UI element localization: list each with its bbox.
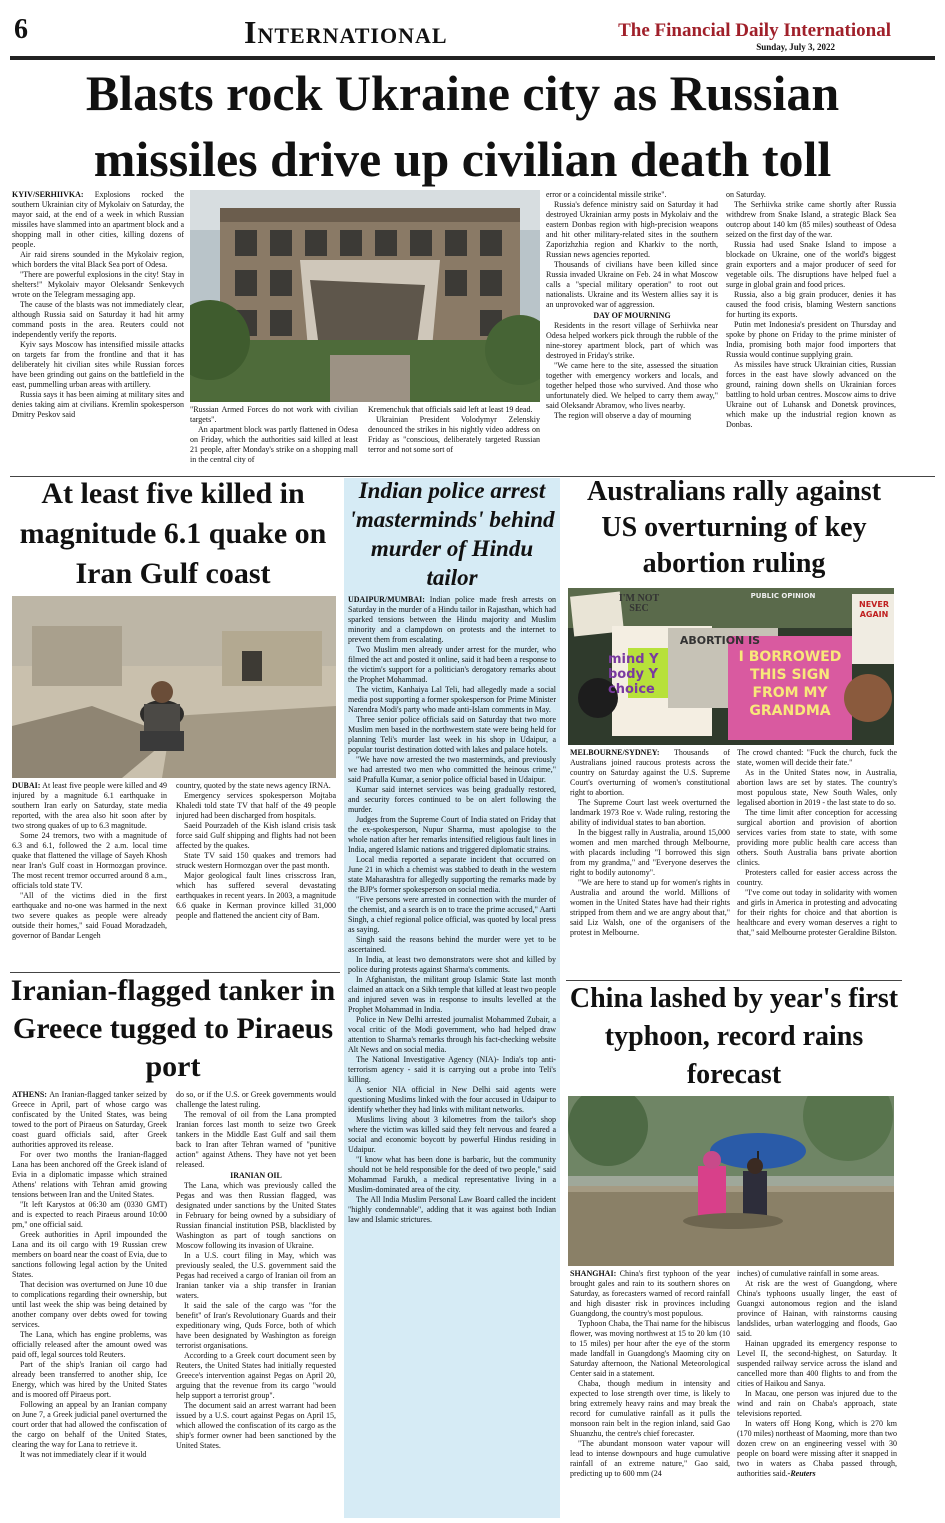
tanker-para: The Lana, which was previously called the Pegas and was then Russian flagged, was designated under sanctions by the United States in February for being owned by a subsidiary of Russian financial institution PSB, blacklisted by Washington as part of tough sanctions on Moscow following its invasion of Ukraine. <box>176 1181 336 1250</box>
tanker-para: It said the sale of the cargo was "for the benefit" of Iran's Revolutionary Guards and their expeditionary wing, Quds Force, both of which have been designated by Washington as foreign terrorist organisations. <box>176 1301 336 1350</box>
quake-para: Emergency services spokesperson Mojtaba Khaledi told state TV that half of the 49 people injured had been discharged from hospitals. <box>176 791 336 820</box>
tanker-para: The document said an arrest warrant had been issued by a U.S. court against Pegas on April 15, which allowed the confiscation of its cargo as the ship's former owner had been sanctioned by the United States. <box>176 1401 336 1450</box>
lead-column-1 <box>12 190 184 473</box>
india-para: Police in New Delhi arrested journalist Mohammed Zubair, a vocal critic of the Modi government, who had helped draw attention to Sharma's remarks through his fact-checking website Alt News and on social media. <box>348 1015 556 1054</box>
india-para: The National Investigative Agency (NIA)- India's top anti-terrorism agency - said it is carrying out a probe into Teli's killing. <box>348 1055 556 1084</box>
typhoon-flood-photo <box>568 1096 894 1266</box>
india-para: In India, at least two demonstrators were shot and killed by police during protests against Sharma's comments. <box>348 955 556 974</box>
tanker-para: The removal of oil from the Lana prompted Iranian forces last month to seize two Greek tankers in the Middle East Gulf and sail them back to Iran after Tehran warned of "punitive action" against Athens. They have not yet been released. <box>176 1110 336 1169</box>
tanker-para: It was not immediately clear if it would <box>20 1450 147 1459</box>
india-para: The victim, Kanhaiya Lal Teli, had allegedly made a social media post supporting a former spokesperson for Prime Minister Narendra Modi's party who made anti-Islam comments in May. <box>348 685 556 714</box>
australia-column-1 <box>570 748 730 976</box>
quake-para: State TV said 150 quakes and tremors had struck western Hormozgan over the past month. <box>176 851 336 870</box>
lead-para: Thousands of civilians have been killed since Russia invaded Ukraine on Feb. 24 in what Moscow calls a "special military operation" to root out nationalists. Ukraine and its Western allies say it is an unprovoked war of aggression. <box>546 260 718 309</box>
lead-para: As missiles have struck Ukrainian cities, Russian forces in the east have slowly advanced on the ground, raining down shells on Ukrainian forces battling to hold urban centres. Moscow aims to drive Ukraine out of Luhansk and Donetsk provinces, which make up the industrial region known as Donbas. <box>726 360 896 429</box>
quake-para: Some 24 tremors, two with a magnitude of 6.3 and 6.1, followed the 2 a.m. local time quake that flattened the village of Sayeh Khosh near Iran's Gulf coast in Hormozgan province. The most recent tremor occurred around 8 a.m., officials told state TV. <box>12 831 167 890</box>
india-para: Local media reported a separate incident that occurred on June 21 in which a chemist was stabbed to death in the western state Maharashtra for allegedly supporting the remarks made by the BJP's former spokesperson on social media. <box>348 855 556 894</box>
ukraine-apartment-photo <box>190 190 540 402</box>
india-para: "We have now arrested the two masterminds, and previously we had arrested two men who committed the heinous crime," said Prafulla Kumar, a senior police official based in Udaipur. <box>348 755 556 784</box>
india-para: "Five persons were arrested in connection with the murder of the chemist, and a search is on to trace the prime accused," Aarti Singh, a chief regional police official, was quoted by local press as saying. <box>348 895 556 934</box>
page-number: 6 <box>14 14 28 45</box>
australia-para: The time limit after conception for accessing surgical abortion and provision of abortion services varies from state to state, with some providing more public health care access than others. South Australia bans private abortion clinics. <box>737 808 897 867</box>
china-column-1 <box>570 1269 730 1518</box>
lead-para: "We came here to the site, assessed the situation together with emergency workers and locals, and together helped those who survived. And those who unfortunately died. We helped to carry them away," said Oleksandr Abramov, who lives nearby. <box>546 361 718 410</box>
lead-para: Kyiv says Moscow has intensified missile attacks on targets far from the frontline and that it has deliberately hit civilian sites while Russian forces have been grinding out gains on the battlefield in the east, pummelling urban areas with artillery. <box>12 340 184 389</box>
lead-para: The region will observe a day of mourning <box>554 411 692 420</box>
lead-headline: Blasts rock Ukraine city as Russian missiles drive up civilian death toll <box>85 65 840 187</box>
china-para: inches) of cumulative rainfall in some areas. <box>737 1269 879 1278</box>
tanker-para: An Iranian-flagged tanker seized by Greece in April, part of whose cargo was confiscated by the United States, was being towed to the port of Piraeus on Saturday, Greek coast guard officials said, after Greek authorities approved its release. <box>12 1090 167 1149</box>
india-para: Muslims living about 3 kilometres from the tailor's shop where the victim was killed said they felt nervous and feared a social and economic boycott by powerful Hindus residing in Udaipur. <box>348 1115 556 1154</box>
australia-para: "We are here to stand up for women's rights in Australia and around the world. Millions of women in the United States have had their rights stripped from them and we are angry about that," said Liz Walsh, one of the organisers of the protest in Melbourne. <box>570 878 730 937</box>
india-para: Indian police made fresh arrests on Saturday in the murder of a Hindu tailor in Rajasthan, which had sparked tensions between the Hindu majority and Muslim minority and a clampdown on protests and the internet to prevent them from escalating. <box>348 595 556 644</box>
india-para: The All India Muslim Personal Law Board called the incident "highly condemnable", adding that it was against both Indian law and Islamic strictures. <box>348 1195 556 1224</box>
sign-text: ABORTION IS <box>679 634 761 647</box>
quake-para: "All of the victims died in the first earthquake and no-one was harmed in the next two severe quakes as people were already outside their homes," said Fouad Moradzadeh, governor of Bandar Lengeh <box>12 891 167 940</box>
australia-dateline: MELBOURNE/SYDNEY: <box>570 748 660 757</box>
india-para: "I know what has been done is barbaric, but the community should not be held responsible for the deed of two people," said Mohammad Farukh, a medical representative living in a Muslim-dominated area of the city. <box>348 1155 556 1194</box>
quake-column-2 <box>176 781 336 971</box>
sign-text: NEVER AGAIN <box>859 600 889 619</box>
india-column <box>348 595 556 1517</box>
india-dateline: UDAIPUR/MUMBAI: <box>348 595 425 604</box>
australia-para: The crowd chanted: "Fuck the church, fuck the state, women will decide their fate." <box>737 748 897 767</box>
quake-photo <box>12 596 336 778</box>
abortion-rally-photo <box>568 588 894 745</box>
china-column-2 <box>737 1269 897 1518</box>
tanker-para: Part of the ship's Iranian oil cargo had already been transferred to another ship, Ice Energy, which was hired by the United States and is moored off Piraeus port. <box>12 1360 167 1399</box>
lead-para: Air raid sirens sounded in the Mykolaiv region, which borders the vital Black Sea port of Odesa. <box>12 250 184 269</box>
australia-column-2 <box>737 748 897 976</box>
lead-dateline: KYIV/SERHIIVKA: <box>12 190 84 199</box>
lead-para: Kremenchuk that officials said left at least 19 dead. <box>368 405 533 414</box>
tanker-para: Greek authorities in April impounded the Lana and its oil cargo with 19 Russian crew members on board near the coast of Evia, due to sanctions following legal action by the United States. <box>12 1230 167 1279</box>
india-headline: Indian police arrest 'masterminds' behind murder of Hindu tailor <box>349 478 555 590</box>
tanker-para: That decision was overturned on June 10 due to complications regarding their ownership, but until last week the ship was being detained by another company over debts owed for towing services. <box>12 1280 167 1329</box>
lead-para: "Russian Armed Forces do not work with civilian targets". <box>190 405 358 424</box>
lead-para: The cause of the blasts was not immediately clear, although Russia said on Saturday it had hit army command posts in the area. Reuters could not independently verify the reports. <box>12 300 184 339</box>
wire-credit: -Reuters <box>787 1469 816 1478</box>
tanker-dateline: ATHENS: <box>12 1090 47 1099</box>
lead-column-5 <box>726 190 896 473</box>
australia-para: In the biggest rally in Australia, around 15,000 women and men marched through Melbourne, with placards including "I borrowed this sign from my grandma," and "Everyone deserves the right to bodily autonomy". <box>570 828 730 877</box>
lead-para: An apartment block was partly flattened in Odesa on Friday, which the authorities said killed at least 21 people, after Monday's strike on a shopping mall in the central city of <box>190 425 358 464</box>
china-headline: China lashed by year's first typhoon, record rains forecast <box>569 983 899 1090</box>
china-para: China's first typhoon of the year brought gales and rain to its southern shores on Saturday, as forecasters warned of record rainfall and high disaster risk in provinces including Guangdong, the country's most populous. <box>570 1269 730 1318</box>
china-para: Hainan upgraded its emergency response to Level II, the second-highest, on Saturday. It suspended railway service across the island and cancelled more than 400 flights to and from the cities of Haikou and Sanya. <box>737 1339 897 1388</box>
china-para: Chaba, though medium in intensity and expected to lose strength over time, is likely to bring extremely heavy rains and may break the record for cumulative rainfall as it pulls the monsoon rain belt in the region inland, said Gao Shuanzhu, the centre's chief forecaster. <box>570 1379 730 1438</box>
india-para: Judges from the Supreme Court of India stated on Friday that the ex-spokesperson, Nupur Sharma, must apologise to the whole nation after her remarks intensified religious fault lines in India, angered Islamic nations and triggered diplomatic strains. <box>348 815 556 854</box>
quake-para: At least five people were killed and 49 injured by a magnitude 6.1 earthquake in southern Iran early on Saturday, state media reported, with the area also hit soon after by two strong quakes of up to 6.3 magnitude. <box>12 781 167 830</box>
tanker-column-2 <box>176 1090 336 1518</box>
tanker-headline: Iranian-flagged tanker in Greece tugged to Piraeus port <box>10 974 336 1083</box>
tanker-para: Following an appeal by an Iranian company on June 7, a Greek judicial panel overturned the court order that had allowed the confiscation of the cargo on behalf of the United States, clearing the way for Lana to retrieve it. <box>12 1400 167 1449</box>
australia-headline: Australians rally against US overturning of key abortion ruling <box>586 476 882 579</box>
lead-para: Russia's defence ministry said on Saturday it had destroyed Ukrainian army posts in Mykolaiv and the eastern Donbas region with high-precision weapons and hit other military-related sites in the southern Zaporizhzhia region and Kharkiv to the north, Russian news agencies reported. <box>546 200 718 259</box>
india-para: In Afghanistan, the militant group Islamic State last month claimed an attack on a Sikh temple that killed at least two people and injured seven was in response to insults levelled at the Prophet Mohammad in India. <box>348 975 556 1014</box>
lead-para: Russia says it has been aiming at military sites and denies taking aim at civilians. Kremlin spokesperson Dmitry Peskov said <box>12 390 184 419</box>
australia-para: Protesters called for easier access across the country. <box>737 868 897 887</box>
china-para: In Macau, one person was injured due to the wind and rain on Chaba's approach, state televisions reported. <box>737 1389 897 1418</box>
india-para: Three senior police officials said on Saturday that two more Muslim men based in the northwestern state were being held for planning Teli's murder last week in his shop in Udaipur, a popular tourist destination dotted with lakes and palace hotels. <box>348 715 556 754</box>
sign-text: mind Y body Y choice <box>608 652 659 697</box>
australia-para: As in the United States now, in Australia, abortion laws are set by states. The country's most populous state, New South Wales, only legalised abortion in 2019 - the last state to do so. <box>737 768 897 807</box>
tanker-para: The Lana, which has engine problems, was officially released after the amount owed was paid off, legal sources told Reuters. <box>12 1330 167 1359</box>
quake-dateline: DUBAI: <box>12 781 41 790</box>
lead-para: Putin met Indonesia's president on Thursday and spoke by phone on Friday to the prime minister of India, promising both major food importers that Russia would continue supplying grain. <box>726 320 896 359</box>
lead-para: error or a coincidental missile strike". <box>546 190 667 199</box>
india-para: Two Muslim men already under arrest for the murder, who filmed the act and posted it online, said it had been a response to the victim's support for a politician's derogatory remarks about the Prophet Mohammad. <box>348 645 556 684</box>
china-para: At risk are the west of Guangdong, where China's typhoons usually linger, the east of Guangxi autonomous region and the island province of Hainan, with rainstorms causing landslides, urban waterlogging and floods, Gao said. <box>737 1279 897 1338</box>
tanker-para: According to a Greek court document seen by Reuters, the United States had initially requested Greece's intervention against Pegas on April 20, arguing that the revenue from its cargo "would help support a terrorist group". <box>176 1351 336 1400</box>
quake-headline: At least five killed in magnitude 6.1 quake on Iran Gulf coast <box>19 477 327 590</box>
masthead: The Financial Daily International <box>618 20 891 41</box>
india-para: Singh said the reasons behind the murder were yet to be ascertained. <box>348 935 556 954</box>
lead-para: Russia had used Snake Island to impose a blockade on Ukraine, one of the world's biggest grain exporters and a major producer of seed for vegetable oils. The disruptions have helped fuel a surge in global grain and food prices. <box>726 240 896 289</box>
tanker-para: In a U.S. court filing in May, which was previously sealed, the U.S. government said the Pegas had received a cargo of Iranian oil from an Iranian tanker via a ship transfer in Iranian waters. <box>176 1251 336 1300</box>
australia-para: Thousands of Australians joined raucous protests across the country on Saturday against the U.S. Supreme Court's overturning of women's constitutional right to abortion. <box>570 748 730 797</box>
australia-para: The Supreme Court last week overturned the landmark 1973 Roe v. Wade ruling, restoring the ability of individual states to ban abortion. <box>570 798 730 827</box>
tanker-para: "It left Karystos at 06:30 am (0330 GMT) and is expected to reach Piraeus around 10:00 pm," one official said. <box>12 1200 167 1229</box>
china-para: Typhoon Chaba, the Thai name for the hibiscus flower, was moving northwest at 15 to 20 km (10 to 15 miles) per hour after the eye of the storm made landfall in Guangdong's Maoming city on Saturday afternoon, the National Meteorological Center said in a statement. <box>570 1319 730 1378</box>
lead-column-2 <box>190 405 358 473</box>
lead-para: Explosions rocked the southern Ukrainian city of Mykolaiv on Saturday, the mayor said, at the end of a week in which Russian missiles have slammed into an apartment block and a shopping mall in other cities, killing dozens of people. <box>12 190 184 249</box>
quake-para: Saeid Pourzadeh of the Kish island crisis task force said Gulf shipping and flights had not been affected by the quakes. <box>176 821 336 850</box>
quake-column-1 <box>12 781 167 971</box>
lead-para: Russia, also a big grain producer, denies it has caused the food crisis, blaming Western sanctions for hurting its exports. <box>726 290 896 319</box>
india-para: Kumar said internet services was being gradually restored, and security forces continued to be on alert following the murder. <box>348 785 556 814</box>
tanker-para: do so, or if the U.S. or Greek governments would challenge the latest ruling. <box>176 1090 336 1109</box>
china-dateline: SHANGHAI: <box>570 1269 617 1278</box>
section-title: International <box>244 14 448 50</box>
lead-column-4 <box>546 190 718 473</box>
sign-text: I'M NOT SEC <box>618 593 660 614</box>
sign-text: I BORROWED THIS SIGN FROM MY GRANDMA <box>738 649 842 719</box>
india-para: A senior NIA official in New Delhi said agents were questioning Muslims linked with the four accused in Udaipur to identify whether they had links with militant networks. <box>348 1085 556 1114</box>
china-para: In waters off Hong Kong, which is 270 km (170 miles) northeast of Maoming, more than two dozen crew on an engineering vessel with 30 people on board were missing after it snapped in two in waters as Chaba passed through, authorities said. <box>737 1419 897 1478</box>
lead-para: Ukrainian President Volodymyr Zelenskiy denounced the strikes in his nightly video address on Friday as "conscious, deliberately targeted Russian terror and not some sort of <box>368 415 540 454</box>
tanker-column-1 <box>12 1090 167 1518</box>
sign-text: PUBLIC OPINION <box>750 592 816 600</box>
issue-date: Sunday, July 3, 2022 <box>756 42 835 52</box>
lead-para: "There are powerful explosions in the city! Stay in shelters!" Mykolaiv mayor Oleksandr Senkevych wrote on the Telegram messaging app. <box>12 270 184 299</box>
lead-para: The Serhiivka strike came shortly after Russia withdrew from Snake Island, a strategic Black Sea outcrop about 140 km (85 miles) southeast of Odesa seized on the first day of the war. <box>726 200 896 239</box>
lead-para: on Saturday. <box>726 190 766 199</box>
china-para: "The abundant monsoon water vapour will lead to intense downpours and huge cumulative rainfall of an extreme nature," Gao said, predicting up to 600 mm (24 <box>570 1439 730 1478</box>
quake-para: Major geological fault lines crisscross Iran, which has suffered several devastating earthquakes in recent years. In 2003, a magnitude 6.6 quake in Kerman province killed 31,000 people and flattened the ancient city of Bam. <box>176 871 336 920</box>
tanker-para: For over two months the Iranian-flagged Lana has been anchored off the Greek island of Evia in a diplomatic impasse which strained Athens' relations with Tehran amid growing tensions between Iran and the United States. <box>12 1150 167 1199</box>
lead-column-3 <box>368 405 540 473</box>
tanker-subhead: IRANIAN OIL <box>230 1171 282 1180</box>
lead-subhead: DAY OF MOURNING <box>593 311 671 320</box>
quake-para: country, quoted by the state news agency IRNA. <box>176 781 331 790</box>
lead-para: Residents in the resort village of Serhiivka near Odesa helped workers pick through the rubble of the nine-storey apartment block, part of which was destroyed in Friday's strike. <box>546 321 718 360</box>
australia-para: "I've come out today in solidarity with women and girls in America in protesting and advocating for their rights for choice and that abortion is healthcare and every woman deserves a right to that," said Melbourne protester Geraldine Bilston. <box>737 888 897 937</box>
